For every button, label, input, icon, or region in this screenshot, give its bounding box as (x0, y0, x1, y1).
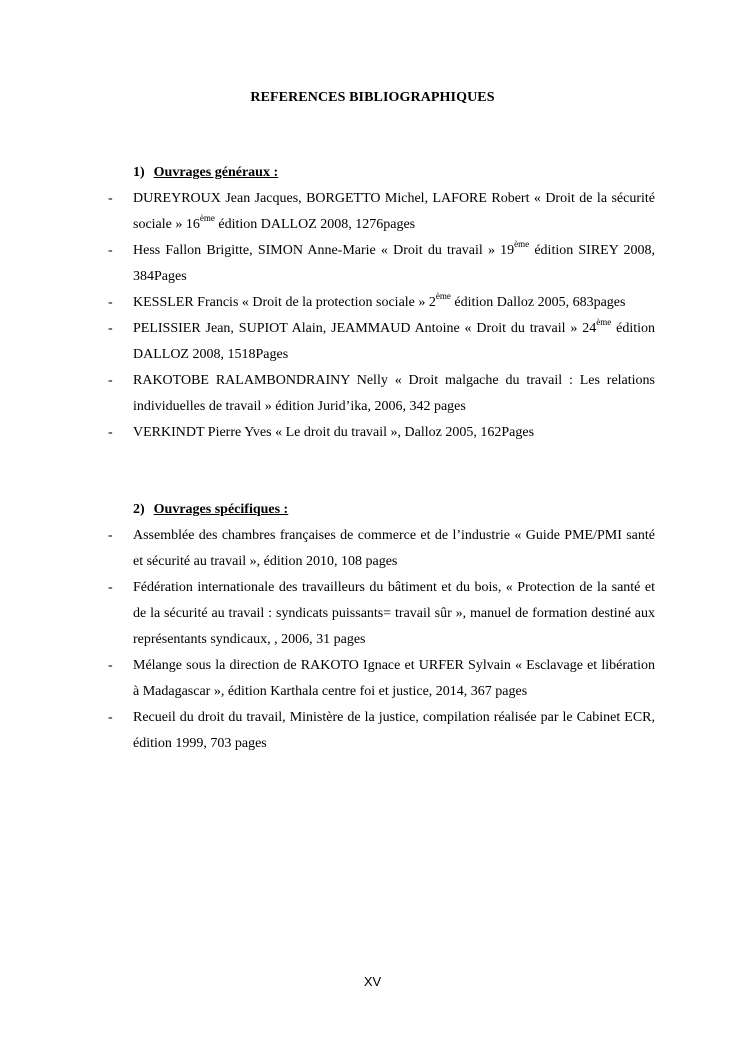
section-heading-general-works (133, 163, 278, 183)
reference-text: PELISSIER Jean, SUPIOT Alain, JEAMMAUD Antoine « Droit du travail » 24 (133, 321, 597, 336)
reference-text: Assemblée des chambres françaises de commerce et de l’industrie « Guide PME/PMI santé et sécurité au travail », édition 2010, 108 pages (133, 528, 655, 569)
reference-text-cont: édition Dalloz 2005, 683pages (450, 295, 626, 310)
reference-list-general-works (0, 186, 745, 446)
reference-text: Recueil du droit du travail, Ministère de la justice, compilation réalisée par le Cabinet ECR, édition 1999, 703 pages (133, 710, 655, 751)
reference-text: Fédération internationale des travailleurs du bâtiment et du bois, « Protection de la santé et de la sécurité au travail : syndicats puissants= travail sûr », manuel de formation destiné aux représentants syndicaux, , 2006, 31 pages (133, 580, 655, 647)
section-number: 1) (133, 165, 145, 180)
list-marker: - (108, 528, 113, 543)
section-heading-specific-works (133, 500, 288, 520)
list-item (0, 705, 745, 757)
list-item (0, 186, 745, 238)
section-title: Ouvrages spécifiques : (153, 502, 289, 517)
list-item (0, 316, 745, 368)
list-marker: - (108, 710, 113, 725)
section-number: 2) (133, 502, 145, 517)
list-marker: - (108, 243, 113, 258)
page-title: REFERENCES BIBLIOGRAPHIQUES (250, 90, 495, 105)
list-item (0, 523, 745, 575)
reference-text-cont: édition SIREY 2008, 384Pages (133, 243, 656, 284)
list-item (0, 290, 745, 316)
list-marker: - (108, 373, 113, 388)
list-marker: - (108, 321, 113, 336)
section-title: Ouvrages généraux : (153, 165, 279, 180)
ordinal-suffix: ème (514, 239, 530, 249)
reference-list-specific-works (0, 523, 745, 757)
list-marker: - (108, 425, 113, 440)
reference-text: Mélange sous la direction de RAKOTO Ignace et URFER Sylvain « Esclavage et libération à Madagascar », édition Karthala centre foi et justice, 2014, 367 pages (133, 658, 655, 699)
reference-text: DUREYROUX Jean Jacques, BORGETTO Michel, LAFORE Robert « Droit de la sécurité sociale » 16 (133, 191, 655, 232)
list-item (0, 653, 745, 705)
list-marker: - (108, 295, 113, 310)
reference-text-cont: édition DALLOZ 2008, 1518Pages (133, 321, 655, 362)
list-item (0, 368, 745, 420)
ordinal-suffix: ème (199, 213, 215, 223)
ordinal-suffix: ème (596, 317, 612, 327)
list-marker: - (108, 580, 113, 595)
ordinal-suffix: ème (435, 291, 451, 301)
list-item (0, 575, 745, 653)
reference-text: Hess Fallon Brigitte, SIMON Anne-Marie « Droit du travail » 19 (133, 243, 515, 258)
reference-text-cont: édition DALLOZ 2008, 1276pages (214, 217, 416, 232)
list-marker: - (108, 191, 113, 206)
list-item (0, 420, 745, 446)
reference-text: RAKOTOBE RALAMBONDRAINY Nelly « Droit malgache du travail : Les relations individuelles de travail » édition Jurid’ika, 2006, 342 pages (133, 373, 655, 414)
list-marker: - (108, 658, 113, 673)
reference-text: VERKINDT Pierre Yves « Le droit du travail », Dalloz 2005, 162Pages (133, 425, 535, 440)
list-item (0, 238, 745, 290)
page-number: XV (363, 974, 382, 989)
reference-text: KESSLER Francis « Droit de la protection sociale » 2 (133, 295, 436, 310)
